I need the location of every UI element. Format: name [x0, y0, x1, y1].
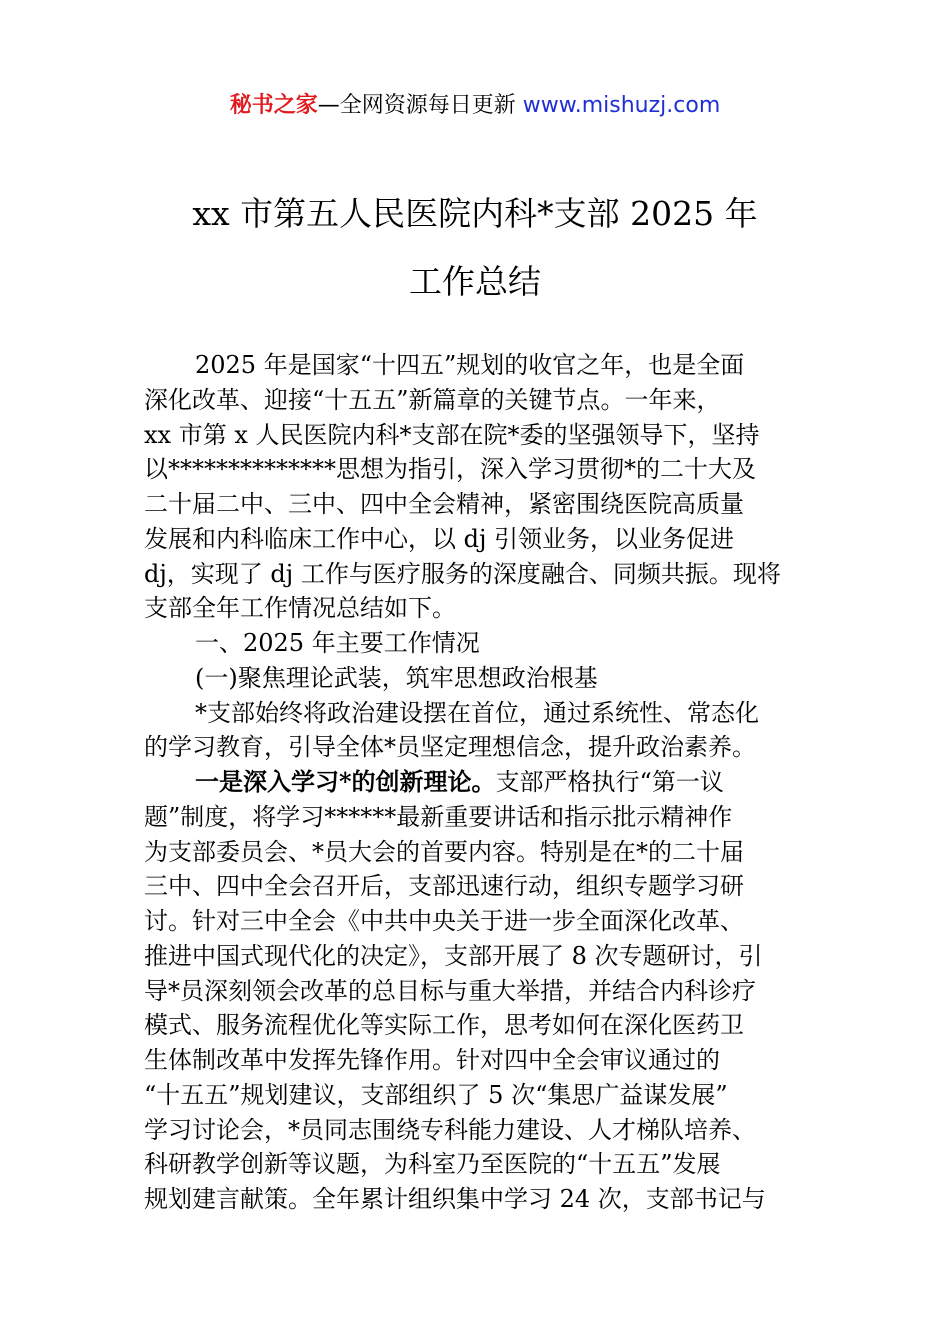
site-url[interactable]: www.mishuzj.com: [522, 93, 721, 118]
brand-name: 秘书之家: [229, 93, 318, 118]
body-line: 2025 年是国家“十四五”规划的收官之年，也是全面: [195, 351, 745, 379]
body-line: 支部全年工作情况总结如下。: [144, 594, 456, 623]
body-line: 为支部委员会、*员大会的首要内容。特别是在*的二十届: [144, 837, 744, 866]
body-line: 生体制改革中发挥先锋作用。针对四中全会审议通过的: [144, 1046, 720, 1074]
document-body: [144, 348, 824, 1217]
subsection-heading: (一)聚焦理论武装，筑牢思想政治根基: [195, 663, 598, 692]
body-line: 模式、服务流程优化等实际工作，思考如何在深化医药卫: [144, 1011, 744, 1040]
body-line: 推进中国式现代化的决定》，支部开展了 8 次专题研讨，引: [144, 941, 763, 970]
document-title-line2: 工作总结: [409, 262, 541, 301]
body-line: [144, 765, 824, 800]
bold-lead: 一是深入学习*的创新理论。: [195, 767, 496, 796]
body-line: 三中、四中全会召开后，支部迅速行动，组织专题学习研: [144, 872, 744, 901]
section-heading: 一、2025 年主要工作情况: [195, 629, 480, 657]
body-line: 二十届二中、三中、四中全会精神，紧密围绕医院高质量: [144, 490, 744, 518]
body-line: 发展和内科临床工作中心，以 dj 引领业务，以业务促进: [144, 524, 735, 553]
body-line: 题”制度，将学习******最新重要讲话和指示批示精神作: [144, 802, 733, 831]
body-line: “十五五”规划建议，支部组织了 5 次“集思广益谋发展”: [144, 1080, 728, 1109]
body-line: 深化改革、迎接“十五五”新篇章的关键节点。一年来，: [144, 385, 721, 414]
body-line: 的学习教育，引导全体*员坚定理想信念，提升政治素养。: [144, 733, 756, 762]
body-line: 学习讨论会，*员同志围绕专科能力建设、人才梯队培养、: [144, 1115, 756, 1144]
body-line: xx 市第 x 人民医院内科*支部在院*委的坚强领导下，坚持: [144, 420, 760, 449]
body-line: 规划建言献策。全年累计组织集中学习 24 次，支部书记与: [144, 1185, 766, 1213]
body-line: dj，实现了 dj 工作与医疗服务的深度融合、同频共振。现将: [144, 559, 781, 588]
body-line: 科研教学创新等议题，为科室乃至医院的“十五五”发展: [144, 1150, 721, 1179]
site-header: [0, 88, 950, 119]
body-line: *支部始终将政治建设摆在首位，通过系统性、常态化: [195, 698, 759, 727]
body-line: 讨。针对三中全会《中共中央关于进一步全面深化改革、: [144, 907, 744, 935]
body-text: 支部严格执行“第一议: [495, 768, 724, 796]
body-line: 以**************思想为指引，深入学习贯彻*的二十大及: [144, 455, 756, 484]
document-title-line1: xx 市第五人民医院内科*支部 2025 年: [192, 194, 758, 233]
body-line: 导*员深刻领会改革的总目标与重大举措，并结合内科诊疗: [144, 976, 756, 1005]
header-tagline: —全网资源每日更新: [317, 93, 523, 118]
